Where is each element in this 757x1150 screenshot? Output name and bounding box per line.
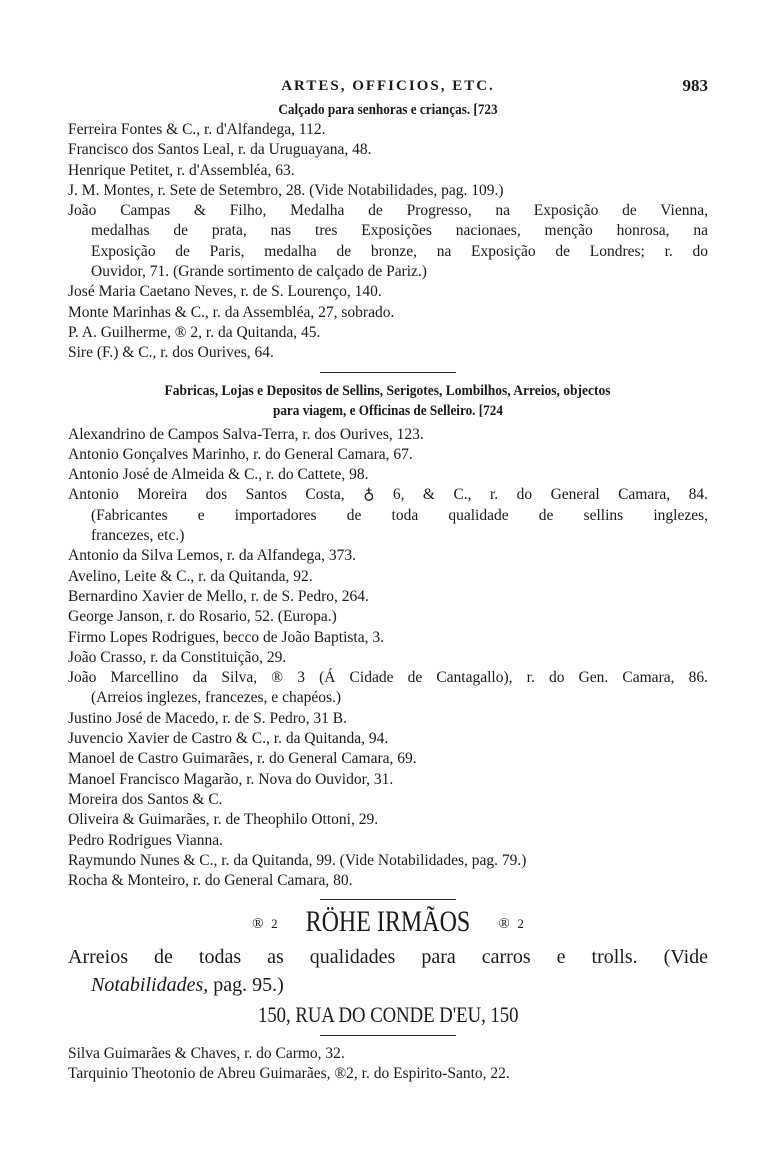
registered-mark-icon: ® xyxy=(252,916,264,933)
entry-list-724 xyxy=(68,425,708,892)
list-item xyxy=(68,851,708,871)
list-item xyxy=(68,161,708,181)
entry-line: Juvencio Xavier de Castro & C., r. da Quitanda, 94. xyxy=(68,730,389,748)
list-item xyxy=(68,140,708,160)
list-item xyxy=(68,1064,708,1084)
list-item xyxy=(68,282,708,302)
list-item xyxy=(68,607,708,627)
entry-line: Monte Marinhas & C., r. da Assembléa, 27, sobrado. xyxy=(68,303,395,321)
entry-line: medalhas de prata, nas tres Exposições nacionaes, menção honrosa, na xyxy=(91,222,708,240)
entry-list-723 xyxy=(68,120,708,364)
entry-line: J. M. Montes, r. Sete de Setembro, 28. (Vide Notabilidades, pag. 109.) xyxy=(68,181,504,199)
divider xyxy=(320,372,456,373)
entry-line: Sire (F.) & C., r. dos Ourives, 64. xyxy=(68,344,274,362)
running-header xyxy=(68,74,708,100)
list-item xyxy=(68,749,708,769)
section-heading-723: Calçado para senhoras e crianças. [723 xyxy=(278,102,498,118)
list-item xyxy=(68,810,708,830)
list-item xyxy=(68,343,708,363)
entry-line: Antonio Gonçalves Marinho, r. do General Camara, 67. xyxy=(68,445,413,463)
list-item xyxy=(68,201,708,282)
entry-line: José Maria Caetano Neves, r. de S. Lourenço, 140. xyxy=(68,283,382,301)
entry-line: francezes, etc.) xyxy=(91,527,185,545)
page-number: 983 xyxy=(682,76,708,95)
list-item xyxy=(68,120,708,140)
entry-line: Antonio da Silva Lemos, r. da Alfandega, 373. xyxy=(68,547,356,565)
list-item xyxy=(68,425,708,445)
advert-title xyxy=(68,904,708,942)
advertisement-rohe-irmaos xyxy=(68,904,708,1030)
entry-line: Rocha & Monteiro, r. do General Camara, 80. xyxy=(68,872,353,890)
entry-line: Henrique Petitet, r. d'Assembléa, 63. xyxy=(68,161,295,179)
advert-body-line: , pag. 95.) xyxy=(203,973,284,996)
divider xyxy=(320,899,456,900)
entry-line: Manoel Francisco Magarão, r. Nova do Ouvidor, 31. xyxy=(68,770,394,788)
entry-line: João Marcellino da Silva, ® 3 (Á Cidade de Cantagallo), r. do Gen. Camara, 86. xyxy=(68,669,708,687)
divider xyxy=(320,1035,456,1036)
list-item xyxy=(68,323,708,343)
entry-line: Francisco dos Santos Leal, r. da Uruguayana, 48. xyxy=(68,141,372,159)
list-item xyxy=(68,871,708,891)
list-item xyxy=(68,465,708,485)
list-item xyxy=(68,303,708,323)
entry-line: (Arreios inglezes, francezes, e chapéos.) xyxy=(91,689,342,707)
list-item xyxy=(68,445,708,465)
entry-line: Ouvidor, 71. (Grande sortimento de calçado de Pariz.) xyxy=(91,263,427,281)
entry-line: Avelino, Leite & C., r. da Quitanda, 92. xyxy=(68,567,313,585)
list-item xyxy=(68,729,708,749)
advert-address xyxy=(68,999,708,1031)
list-item xyxy=(68,831,708,851)
entry-line: Exposição de Paris, medalha de bronze, na Exposição de Londres; r. do xyxy=(91,242,708,260)
entry-line: George Janson, r. do Rosario, 52. (Europa.) xyxy=(68,608,337,626)
advert-address-text: 150, RUA DO CONDE D'EU, 150 xyxy=(257,1001,519,1027)
advert-body-italic: Notabilidades xyxy=(91,973,204,996)
list-item xyxy=(68,546,708,566)
advert-name: RÖHE IRMÃOS xyxy=(305,905,471,939)
entry-line: Antonio Moreira dos Santos Costa, ♁ 6, & C., r. do General Camara, 84. xyxy=(68,486,708,504)
advert-body-line: Arreios de todas as qualidades para carros e trolls. (Vide xyxy=(68,945,708,968)
entry-line: Firmo Lopes Rodrigues, becco de João Baptista, 3. xyxy=(68,628,384,646)
entry-line: João Campas & Filho, Medalha de Progresso, na Exposição de Vienna, xyxy=(68,202,708,220)
advert-body xyxy=(68,943,708,999)
list-item xyxy=(68,648,708,668)
list-item xyxy=(68,668,708,709)
entry-line: Pedro Rodrigues Vianna. xyxy=(68,831,224,849)
list-item xyxy=(68,628,708,648)
running-title: ARTES, OFFICIOS, ETC. xyxy=(281,78,495,94)
entry-line: João Crasso, r. da Constituição, 29. xyxy=(68,648,287,666)
list-item xyxy=(68,770,708,790)
list-item xyxy=(68,790,708,810)
entry-line: Moreira dos Santos & C. xyxy=(68,790,223,808)
entry-line: Raymundo Nunes & C., r. da Quitanda, 99. (Vide Notabilidades, pag. 79.) xyxy=(68,851,527,869)
entry-line: Antonio José de Almeida & C., r. do Cattete, 98. xyxy=(68,466,369,484)
entry-line: Manoel de Castro Guimarães, r. do General Camara, 69. xyxy=(68,750,417,768)
registered-mark-icon: ® xyxy=(498,916,510,933)
list-item xyxy=(68,485,708,546)
entry-line: Ferreira Fontes & C., r. d'Alfandega, 112. xyxy=(68,121,326,138)
document-page xyxy=(68,74,708,1084)
list-item xyxy=(68,1044,708,1064)
list-item xyxy=(68,181,708,201)
section-heading-724-line2: para viagem, e Officinas de Selleiro. [724 xyxy=(272,402,503,419)
entry-line: Alexandrino de Campos Salva-Terra, r. dos Ourives, 123. xyxy=(68,425,424,443)
list-item xyxy=(68,709,708,729)
advert-number: 2 xyxy=(517,916,524,932)
advert-number: 2 xyxy=(271,916,278,932)
entry-line: Tarquinio Theotonio de Abreu Guimarães, ®2, r. do Espirito-Santo, 22. xyxy=(68,1064,510,1082)
entry-line: Justino José de Macedo, r. de S. Pedro, 31 B. xyxy=(68,709,347,727)
entry-line: Silva Guimarães & Chaves, r. do Carmo, 32. xyxy=(68,1044,345,1062)
entry-line: P. A. Guilherme, ® 2, r. da Quitanda, 45. xyxy=(68,323,321,341)
entry-line: Bernardino Xavier de Mello, r. de S. Pedro, 264. xyxy=(68,587,369,605)
entry-line: Oliveira & Guimarães, r. de Theophilo Ottoni, 29. xyxy=(68,811,379,829)
section-heading-724-line1: Fabricas, Lojas e Depositos de Sellins, Serigotes, Lombilhos, Arreios, objectos xyxy=(164,382,611,399)
list-item xyxy=(68,567,708,587)
entry-line: (Fabricantes e importadores de toda qualidade de sellins inglezes, xyxy=(91,506,708,524)
list-item xyxy=(68,587,708,607)
entry-list-extra xyxy=(68,1044,708,1085)
